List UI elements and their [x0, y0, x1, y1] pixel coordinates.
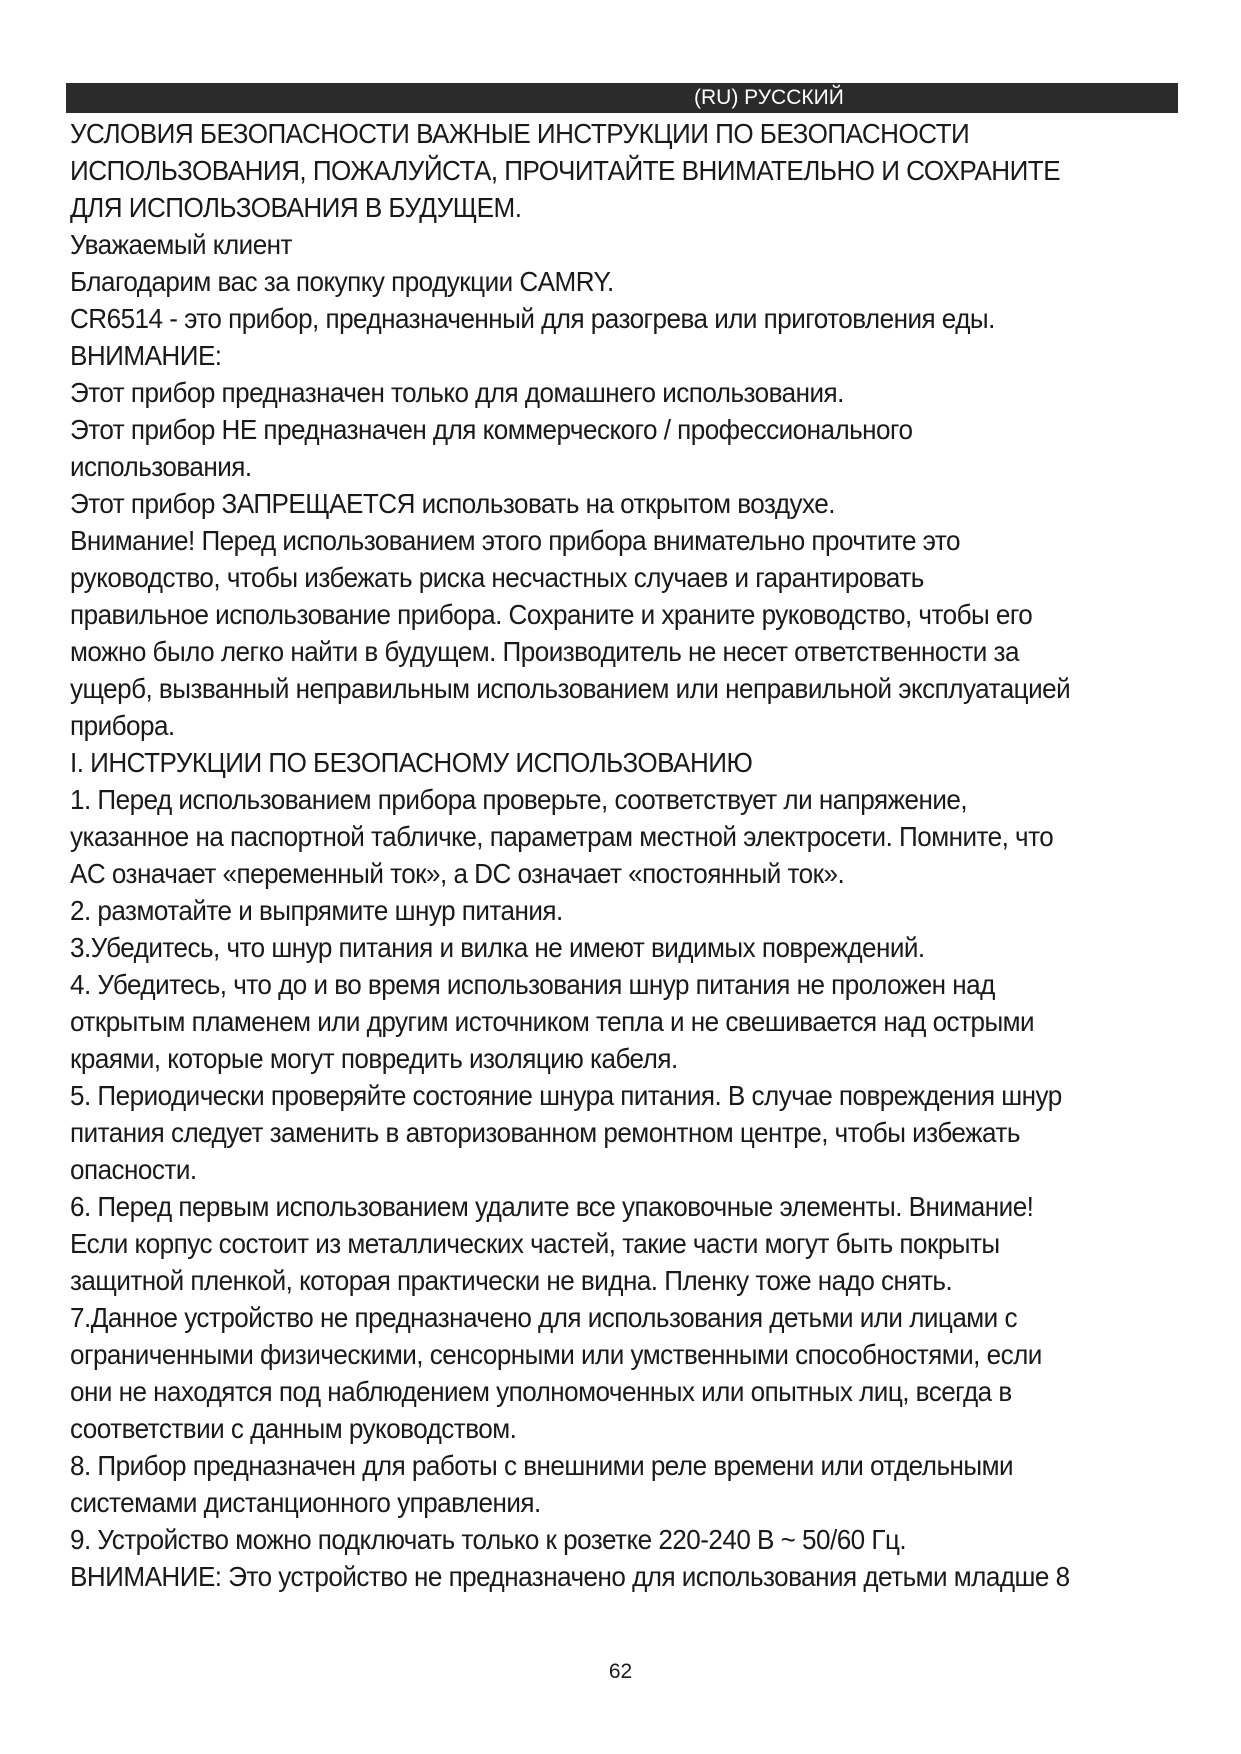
language-header-bar — [66, 83, 1178, 113]
text-line: опасности. — [70, 1154, 197, 1185]
page-number: 62 — [608, 1660, 633, 1683]
text-line: 1. Перед использованием прибора проверьте, соответствует ли напряжение, — [70, 784, 968, 815]
text-line: 3.Убедитесь, что шнур питания и вилка не имеют видимых повреждений. — [70, 932, 925, 963]
text-line: прибора. — [70, 710, 175, 741]
text-line: ВНИМАНИЕ: Это устройство не предназначено для использования детьми младше 8 — [70, 1561, 1070, 1592]
text-line: ограниченными физическими, сенсорными или умственными способностями, если — [70, 1339, 1042, 1370]
text-line: 9. Устройство можно подключать только к розетке 220-240 В ~ 50/60 Гц. — [70, 1524, 907, 1555]
text-line: 8. Прибор предназначен для работы с внешними реле времени или отдельными — [70, 1450, 1014, 1481]
instructions-text — [70, 115, 1144, 1595]
text-line: Этот прибор предназначен только для домашнего использования. — [70, 377, 844, 408]
text-line: Внимание! Перед использованием этого прибора внимательно прочтите это — [70, 525, 960, 556]
text-line: AC означает «переменный ток», а DC означает «постоянный ток». — [70, 858, 845, 889]
text-line: питания следует заменить в авторизованном ремонтном центре, чтобы избежать — [70, 1117, 1020, 1148]
text-line: системами дистанционного управления. — [70, 1487, 541, 1518]
text-line: правильное использование прибора. Сохраните и храните руководство, чтобы его — [70, 599, 1033, 630]
text-line: I. ИНСТРУКЦИИ ПО БЕЗОПАСНОМУ ИСПОЛЬЗОВАНИЮ — [70, 747, 753, 778]
text-line: Уважаемый клиент — [70, 229, 292, 260]
text-line: 2. размотайте и выпрямите шнур питания. — [70, 895, 563, 926]
text-line: соответствии с данным руководством. — [70, 1413, 517, 1444]
text-line: ущерб, вызванный неправильным использованием или неправильной эксплуатацией — [70, 673, 1071, 704]
text-line: использования. — [70, 451, 252, 482]
text-line: защитной пленкой, которая практически не видна. Пленку тоже надо снять. — [70, 1265, 953, 1296]
text-line: указанное на паспортной табличке, параметрам местной электросети. Помните, что — [70, 821, 1054, 852]
text-line: Этот прибор НЕ предназначен для коммерческого / профессионального — [70, 414, 913, 445]
text-line: 5. Периодически проверяйте состояние шнура питания. В случае повреждения шнур — [70, 1080, 1062, 1111]
text-line: Этот прибор ЗАПРЕЩАЕТСЯ использовать на открытом воздухе. — [70, 488, 835, 519]
text-line: краями, которые могут повредить изоляцию кабеля. — [70, 1043, 678, 1074]
text-line: Если корпус состоит из металлических частей, такие части могут быть покрыты — [70, 1228, 1000, 1259]
text-line: CR6514 - это прибор, предназначенный для разогрева или приготовления еды. — [70, 303, 995, 334]
text-line: 4. Убедитесь, что до и во время использования шнур питания не проложен над — [70, 969, 995, 1000]
text-line: ДЛЯ ИСПОЛЬЗОВАНИЯ В БУДУЩЕМ. — [70, 192, 522, 223]
text-line: можно было легко найти в будущем. Производитель не несет ответственности за — [70, 636, 1019, 667]
text-line: 7.Данное устройство не предназначено для использования детьми или лицами с — [70, 1302, 1017, 1333]
language-label: (RU) РУССКИЙ — [694, 86, 844, 109]
text-line: 6. Перед первым использованием удалите все упаковочные элементы. Внимание! — [70, 1191, 1034, 1222]
text-line: ВНИМАНИЕ: — [70, 340, 222, 371]
text-line: ИСПОЛЬЗОВАНИЯ, ПОЖАЛУЙСТА, ПРОЧИТАЙТЕ ВНИМАТЕЛЬНО И СОХРАНИТЕ — [70, 155, 1061, 186]
text-line: они не находятся под наблюдением уполномоченных или опытных лиц, всегда в — [70, 1376, 1012, 1407]
text-line: УСЛОВИЯ БЕЗОПАСНОСТИ ВАЖНЫЕ ИНСТРУКЦИИ ПО БЕЗОПАСНОСТИ — [70, 118, 970, 149]
text-line: Благодарим вас за покупку продукции CAMRY. — [70, 266, 614, 297]
text-line: руководство, чтобы избежать риска несчастных случаев и гарантировать — [70, 562, 924, 593]
text-line: открытым пламенем или другим источником тепла и не свешивается над острыми — [70, 1006, 1035, 1037]
